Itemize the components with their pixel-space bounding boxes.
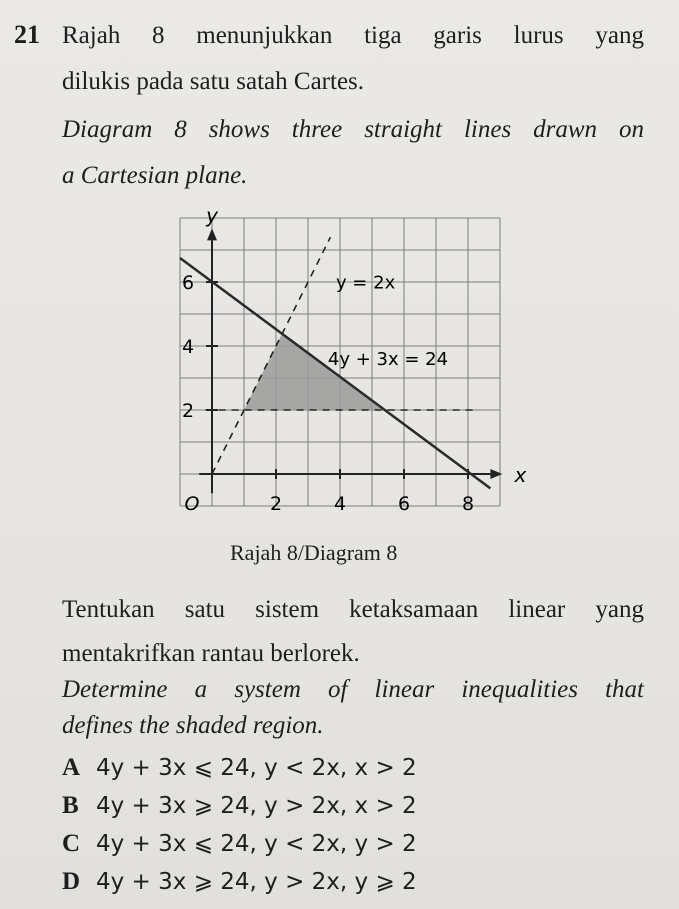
option-text: 4y + 3x ⩾ 24, y > 2x, y ⩾ 2 bbox=[96, 869, 417, 895]
x-tick-label: 6 bbox=[397, 493, 411, 515]
word: tiga bbox=[364, 22, 402, 49]
x-axis-arrow bbox=[490, 469, 502, 479]
option-text: 4y + 3x ⩾ 24, y > 2x, x > 2 bbox=[96, 793, 417, 819]
word: menunjukkan bbox=[196, 22, 333, 49]
diagram-caption: Rajah 8/Diagram 8 bbox=[230, 540, 398, 565]
option-d[interactable] bbox=[62, 868, 417, 896]
option-c[interactable] bbox=[62, 830, 417, 858]
option-letter: A bbox=[62, 754, 81, 781]
question-number: 21 bbox=[14, 20, 40, 49]
word: lurus bbox=[513, 22, 564, 49]
x-tick-label: 8 bbox=[461, 493, 475, 515]
word: garis bbox=[433, 22, 482, 49]
line-label-4y-plus-3x-equals-24: 4y + 3x = 24 bbox=[327, 349, 449, 371]
word: drawn bbox=[533, 116, 598, 143]
word: 8 bbox=[174, 116, 187, 143]
x-tick-label: 2 bbox=[269, 493, 283, 515]
instruction-malay-line1 bbox=[62, 596, 644, 624]
instruction-malay-line2: mentakrifkan rantau berlorek. bbox=[62, 640, 360, 667]
y-tick-label: 6 bbox=[181, 272, 195, 294]
word: linear bbox=[508, 596, 566, 623]
word: 8 bbox=[152, 22, 165, 49]
word: inequalities bbox=[461, 676, 578, 703]
question-malay-line2: dilukis pada satu satah Cartes. bbox=[62, 68, 365, 95]
origin-label: O bbox=[184, 493, 200, 515]
y-axis-label: y bbox=[206, 203, 218, 228]
line-label-y-equals-2x: y = 2x bbox=[335, 272, 396, 294]
word: lines bbox=[463, 116, 512, 143]
word: a bbox=[194, 676, 208, 703]
instruction-english-line2: defines the shaded region. bbox=[62, 712, 324, 739]
x-tick-label: 4 bbox=[333, 493, 347, 515]
word: sistem bbox=[255, 596, 320, 623]
option-b[interactable] bbox=[62, 792, 417, 820]
option-letter: B bbox=[62, 792, 79, 819]
word: of bbox=[327, 676, 348, 703]
word: Rajah bbox=[62, 22, 121, 49]
y-axis-arrow bbox=[207, 228, 217, 240]
option-text: 4y + 3x ⩽ 24, y < 2x, x > 2 bbox=[96, 755, 417, 781]
word: yang bbox=[595, 596, 644, 623]
word: Diagram bbox=[62, 116, 153, 143]
word: shows bbox=[208, 116, 270, 143]
option-a[interactable] bbox=[62, 754, 417, 782]
word: that bbox=[605, 676, 644, 703]
word: system bbox=[234, 676, 301, 703]
word: yang bbox=[595, 22, 644, 49]
instruction-english-line1 bbox=[62, 676, 644, 704]
word: ketaksamaan bbox=[349, 596, 479, 623]
question-english-line2: a Cartesian plane. bbox=[62, 162, 248, 189]
option-letter: D bbox=[62, 868, 81, 895]
y-tick-label: 4 bbox=[181, 336, 195, 358]
word: satu bbox=[184, 596, 226, 623]
word: linear bbox=[374, 676, 435, 703]
word: Determine bbox=[62, 676, 168, 703]
word: straight bbox=[364, 116, 442, 143]
word: Tentukan bbox=[62, 596, 155, 623]
option-text: 4y + 3x ⩽ 24, y < 2x, y > 2 bbox=[96, 831, 417, 857]
x-axis-label: x bbox=[514, 463, 527, 487]
word: three bbox=[291, 116, 343, 143]
option-letter: C bbox=[62, 830, 81, 857]
word: on bbox=[618, 116, 644, 143]
y-tick-label: 2 bbox=[181, 400, 195, 422]
